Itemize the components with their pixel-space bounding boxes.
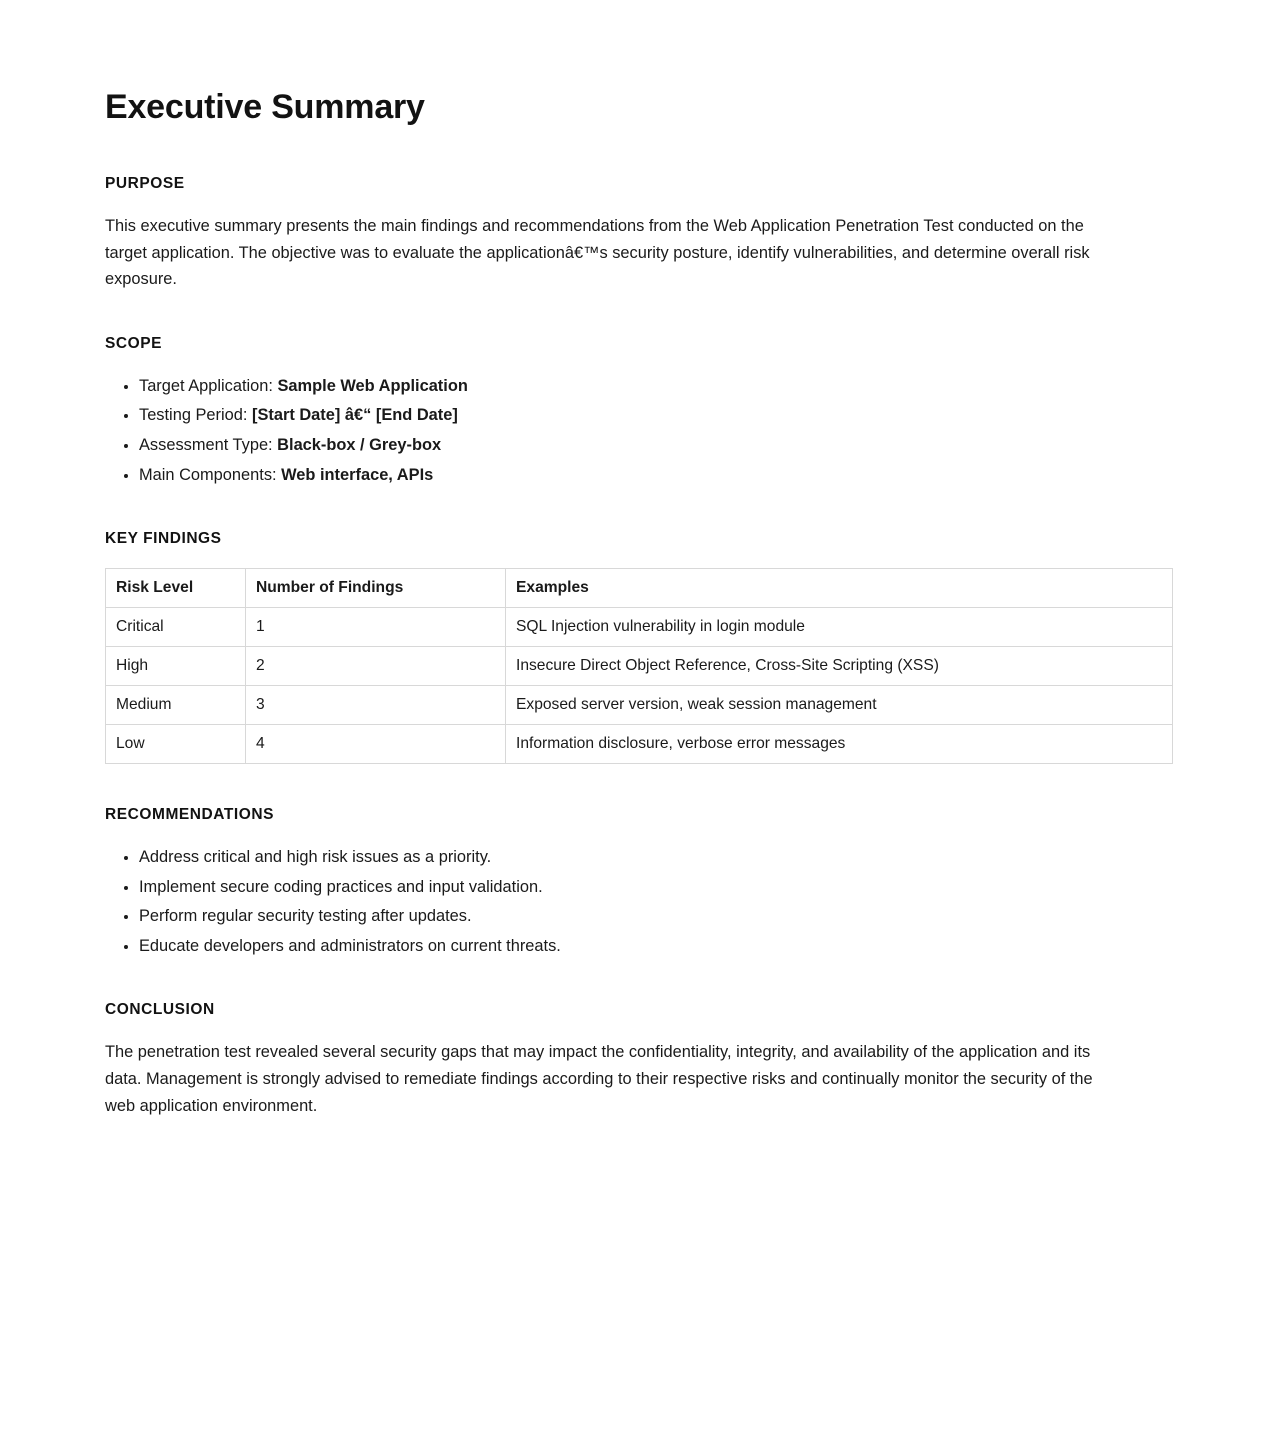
list-item [139,462,1170,489]
scope-item-label: Assessment Type: [139,435,278,454]
table-header-row [106,569,1173,608]
section-scope [105,335,1170,488]
list-item [139,373,1170,400]
list-item: • Implement secure coding practices and input validation. [139,874,1170,901]
list-item: • Address critical and high risk issues as a priority. [139,844,1170,871]
cell-risk-level: High [106,647,246,686]
scope-item-label: Testing Period: [139,406,252,425]
column-header-risk-level: Risk Level [106,569,246,608]
table-row [106,686,1173,725]
cell-number-of-findings: 1 [246,608,506,647]
scope-item-label: Target Application: [139,376,278,395]
cell-examples: Insecure Direct Object Reference, Cross-Site Scripting (XSS) [506,647,1173,686]
recommendations-list [105,844,1170,959]
list-item [139,432,1170,459]
section-heading-purpose: PURPOSE [105,175,185,193]
section-purpose [105,175,1170,293]
key-findings-table [105,568,1173,764]
column-header-examples: Examples [506,569,1173,608]
list-item: • Educate developers and administrators on current threats. [139,933,1170,960]
scope-item-value: [Start Date] â€“ [End Date] [251,406,458,425]
section-heading-scope: SCOPE [105,334,163,352]
conclusion-paragraph: The penetration test revealed several security gaps that may impact the confidentiality, integrity, and availability of the application and its data. Management is strongly advised to remediate findings according to their respective risks and continually monitor the security of the web application environment. [105,1043,1093,1115]
page-bottom-whitespace [105,1161,1170,1401]
table-row [106,725,1173,764]
cell-risk-level: Critical [106,608,246,647]
scope-list [105,373,1170,488]
table-row [106,608,1173,647]
scope-item-value: Black-box / Grey-box [277,435,442,454]
cell-risk-level: Medium [106,686,246,725]
table-row [106,647,1173,686]
section-heading-key-findings: KEY FINDINGS [105,530,222,548]
cell-examples: Information disclosure, verbose error messages [506,725,1173,764]
scope-item-label: Main Components: [139,465,282,484]
cell-number-of-findings: 4 [246,725,506,764]
page-title: Executive Summary [105,88,425,126]
cell-number-of-findings: 2 [246,647,506,686]
cell-examples: SQL Injection vulnerability in login module [506,608,1173,647]
cell-examples: Exposed server version, weak session management [506,686,1173,725]
list-item [139,402,1170,429]
scope-item-value: Sample Web Application [277,376,468,395]
cell-number-of-findings: 3 [246,686,506,725]
section-conclusion [105,1001,1170,1119]
purpose-paragraph: This executive summary presents the main findings and recommendations from the Web Application Penetration Test conducted on the target application. The objective was to evaluate the applicationâ€™s security posture, identify vulnerabilities, and determine overall risk exposure. [105,217,1090,289]
cell-risk-level: Low [106,725,246,764]
section-heading-conclusion: CONCLUSION [105,1001,215,1019]
column-header-number-of-findings: Number of Findings [246,569,506,608]
section-heading-recommendations: RECOMMENDATIONS [105,806,274,824]
section-key-findings [105,530,1170,764]
scope-item-value: Web interface, APIs [281,465,434,484]
list-item: • Perform regular security testing after updates. [139,903,1170,930]
section-recommendations [105,806,1170,959]
